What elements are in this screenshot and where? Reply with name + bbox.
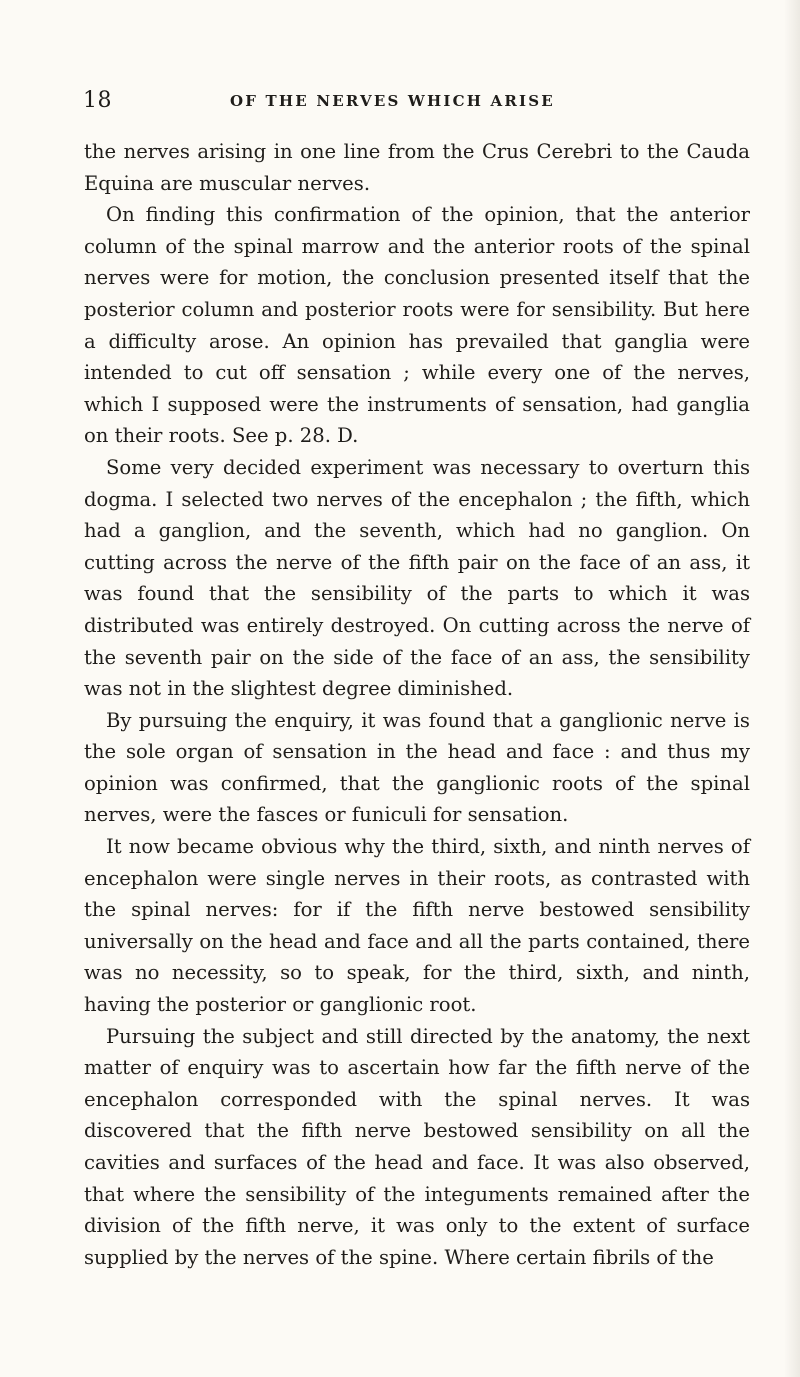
- paragraph: It now became obvious why the third, sixth, and ninth nerves of encephalon were single nerves in their roots, as contrasted with the spinal nerves: for if the fifth nerve bestowed sensibility universally on the head and face and all the parts contained, there was no necessity, so to speak, for the third, sixth, and ninth, having the posterior or ganglionic root.: [84, 835, 750, 1017]
- page-edge-shadow: [784, 0, 800, 1377]
- running-head: [0, 88, 800, 118]
- paragraph: By pursuing the enquiry, it was found that a ganglionic nerve is the sole organ of sensation in the head and face : and thus my opinion was confirmed, that the ganglionic roots of the spinal nerves, were the fasces or funiculi for sensation.: [84, 708, 750, 827]
- running-head-title: OF THE NERVES WHICH ARISE: [230, 92, 555, 110]
- paragraph: Pursuing the subject and still directed by the anatomy, the next matter of enquiry was to ascertain how far the fifth nerve of the encephalon corresponded with the spinal nerves. It was discovered that the fifth nerve bestowed sensibility on all the cavities and surfaces of the head and face. It was also observed, that where the sensibility of the integuments remained after the division of the fifth nerve, it was only to the extent of surface supplied by the nerves of the spine. Where certain fibrils of the: [84, 1024, 750, 1269]
- paragraph: On finding this confirmation of the opinion, that the anterior column of the spinal marrow and the anterior roots of the spinal nerves were for motion, the conclusion presented itself that the posterior column and posterior roots were for sensibility. But here a difficulty arose. An opinion has prevailed that ganglia were intended to cut off sensation ; while every one of the nerves, which I supposed were the instruments of sensation, had ganglia on their roots. See p. 28. D.: [84, 203, 750, 448]
- paragraph-continuation: the nerves arising in one line from the Crus Cerebri to the Cauda Equina are muscular nerves.: [84, 140, 750, 195]
- page-number: 18: [83, 88, 112, 113]
- body-text: [84, 136, 750, 1273]
- paragraph: Some very decided experiment was necessary to overturn this dogma. I selected two nerves of the encephalon ; the fifth, which had a ganglion, and the seventh, which had no ganglion. On cutting across the nerve of the fifth pair on the face of an ass, it was found that the sensibility of the parts to which it was distributed was entirely destroyed. On cutting across the nerve of the seventh pair on the side of the face of an ass, the sensibility was not in the slightest degree diminished.: [84, 455, 750, 701]
